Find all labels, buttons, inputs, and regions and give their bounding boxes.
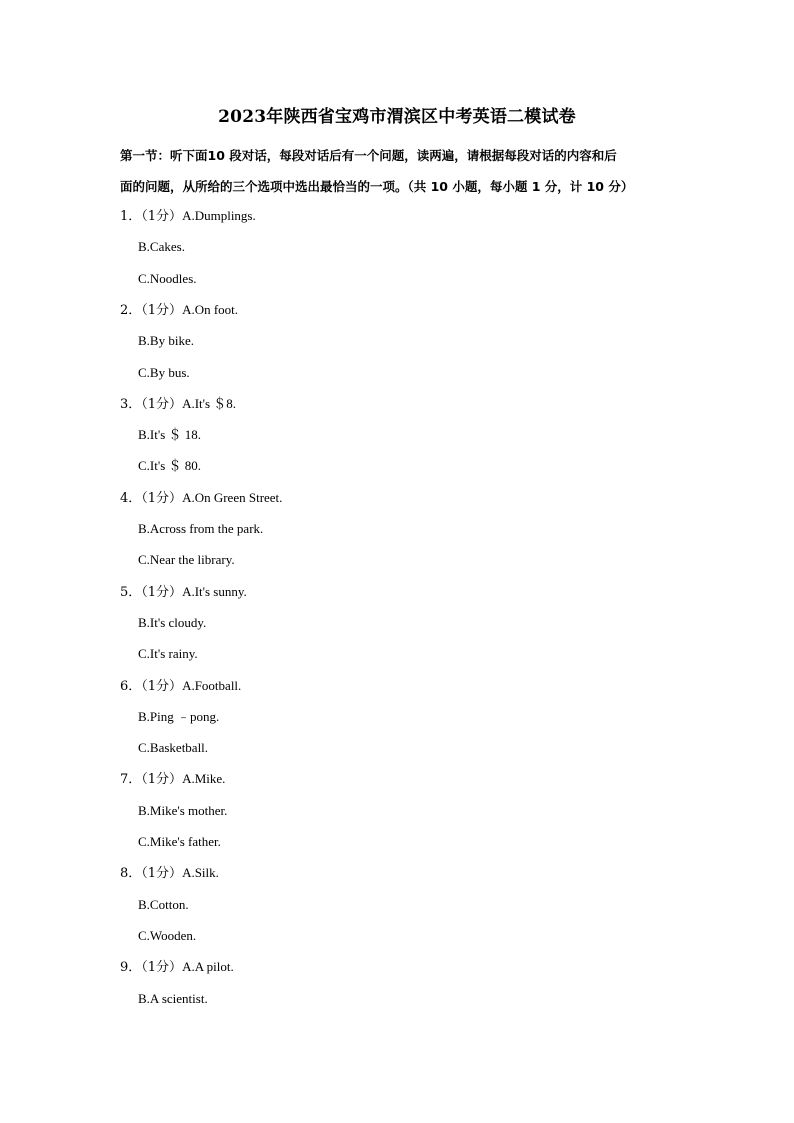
option-a: A.Mike. bbox=[182, 771, 226, 787]
question-score: （1分） bbox=[141, 772, 183, 788]
question-7 bbox=[120, 769, 225, 790]
option-a: A.On foot. bbox=[182, 301, 239, 317]
question-score: （1分） bbox=[141, 209, 183, 224]
option-c: C.It's ＄ 80. bbox=[138, 458, 202, 474]
question-number: 5． bbox=[120, 584, 142, 600]
option-a: A.It's ＄8. bbox=[182, 395, 237, 411]
question-5 bbox=[120, 582, 247, 603]
option-a: A.Football. bbox=[182, 677, 242, 693]
option-c: C.Mike's father. bbox=[138, 834, 221, 849]
option-a: A.On Green Street. bbox=[182, 489, 283, 505]
option-c: C.Basketball. bbox=[138, 740, 209, 756]
option-b: B.Cotton. bbox=[138, 896, 189, 912]
option-b: B.Cakes. bbox=[138, 239, 185, 255]
option-b: B.By bike. bbox=[138, 333, 194, 349]
question-score: （1分） bbox=[141, 960, 183, 976]
option-c: C.It's rainy. bbox=[138, 646, 198, 662]
question-3 bbox=[120, 394, 236, 415]
question-score: （1分） bbox=[141, 584, 183, 600]
question-4 bbox=[120, 488, 282, 509]
question-number: 4． bbox=[120, 490, 142, 506]
question-number: 9． bbox=[120, 960, 142, 976]
question-number: 6． bbox=[120, 678, 142, 694]
question-1 bbox=[120, 206, 256, 227]
option-b: B.It's cloudy. bbox=[138, 614, 207, 630]
question-9 bbox=[120, 957, 234, 978]
question-number: 7． bbox=[120, 772, 142, 788]
option-a: A.Silk. bbox=[182, 865, 219, 881]
option-c: C.By bus. bbox=[138, 364, 190, 380]
exam-title: 2023年陕西省宝鸡市渭滨区中考英语二模试卷 bbox=[218, 107, 576, 127]
question-number: 3． bbox=[120, 396, 142, 412]
option-a: A.It's sunny. bbox=[182, 583, 247, 599]
option-b: B.Across from the park. bbox=[138, 521, 264, 536]
option-a: A.A pilot. bbox=[182, 959, 234, 975]
option-a: A.Dumplings. bbox=[182, 208, 256, 223]
question-number: 8． bbox=[120, 866, 142, 882]
option-b: B.Ping ﹣pong. bbox=[138, 708, 220, 724]
option-c: C.Near the library. bbox=[138, 552, 235, 568]
section-instructions-line-2: 面的问题，从所给的三个选项中选出最恰当的一项。（共 10 小题，每小题 1 分，计 10 分） bbox=[120, 179, 634, 194]
section-instructions bbox=[120, 140, 680, 202]
question-score: （1分） bbox=[141, 678, 183, 694]
option-b: B.Mike's mother. bbox=[138, 802, 228, 818]
question-6 bbox=[120, 676, 241, 697]
option-b: B.A scientist. bbox=[138, 990, 208, 1006]
question-number: 1． bbox=[120, 209, 142, 224]
question-number: 2． bbox=[120, 302, 142, 318]
question-2 bbox=[120, 300, 238, 321]
section-instructions-line-1: 第一节：听下面10 段对话，每段对话后有一个问题，读两遍，请根据每段对话的内容和后 bbox=[120, 148, 617, 163]
question-8 bbox=[120, 863, 219, 884]
option-c: C.Wooden. bbox=[138, 927, 197, 943]
option-c: C.Noodles. bbox=[138, 270, 197, 286]
question-score: （1分） bbox=[141, 302, 183, 318]
question-score: （1分） bbox=[141, 866, 183, 882]
option-b: B.It's ＄ 18. bbox=[138, 427, 202, 443]
question-score: （1分） bbox=[141, 396, 183, 412]
question-score: （1分） bbox=[141, 490, 183, 506]
